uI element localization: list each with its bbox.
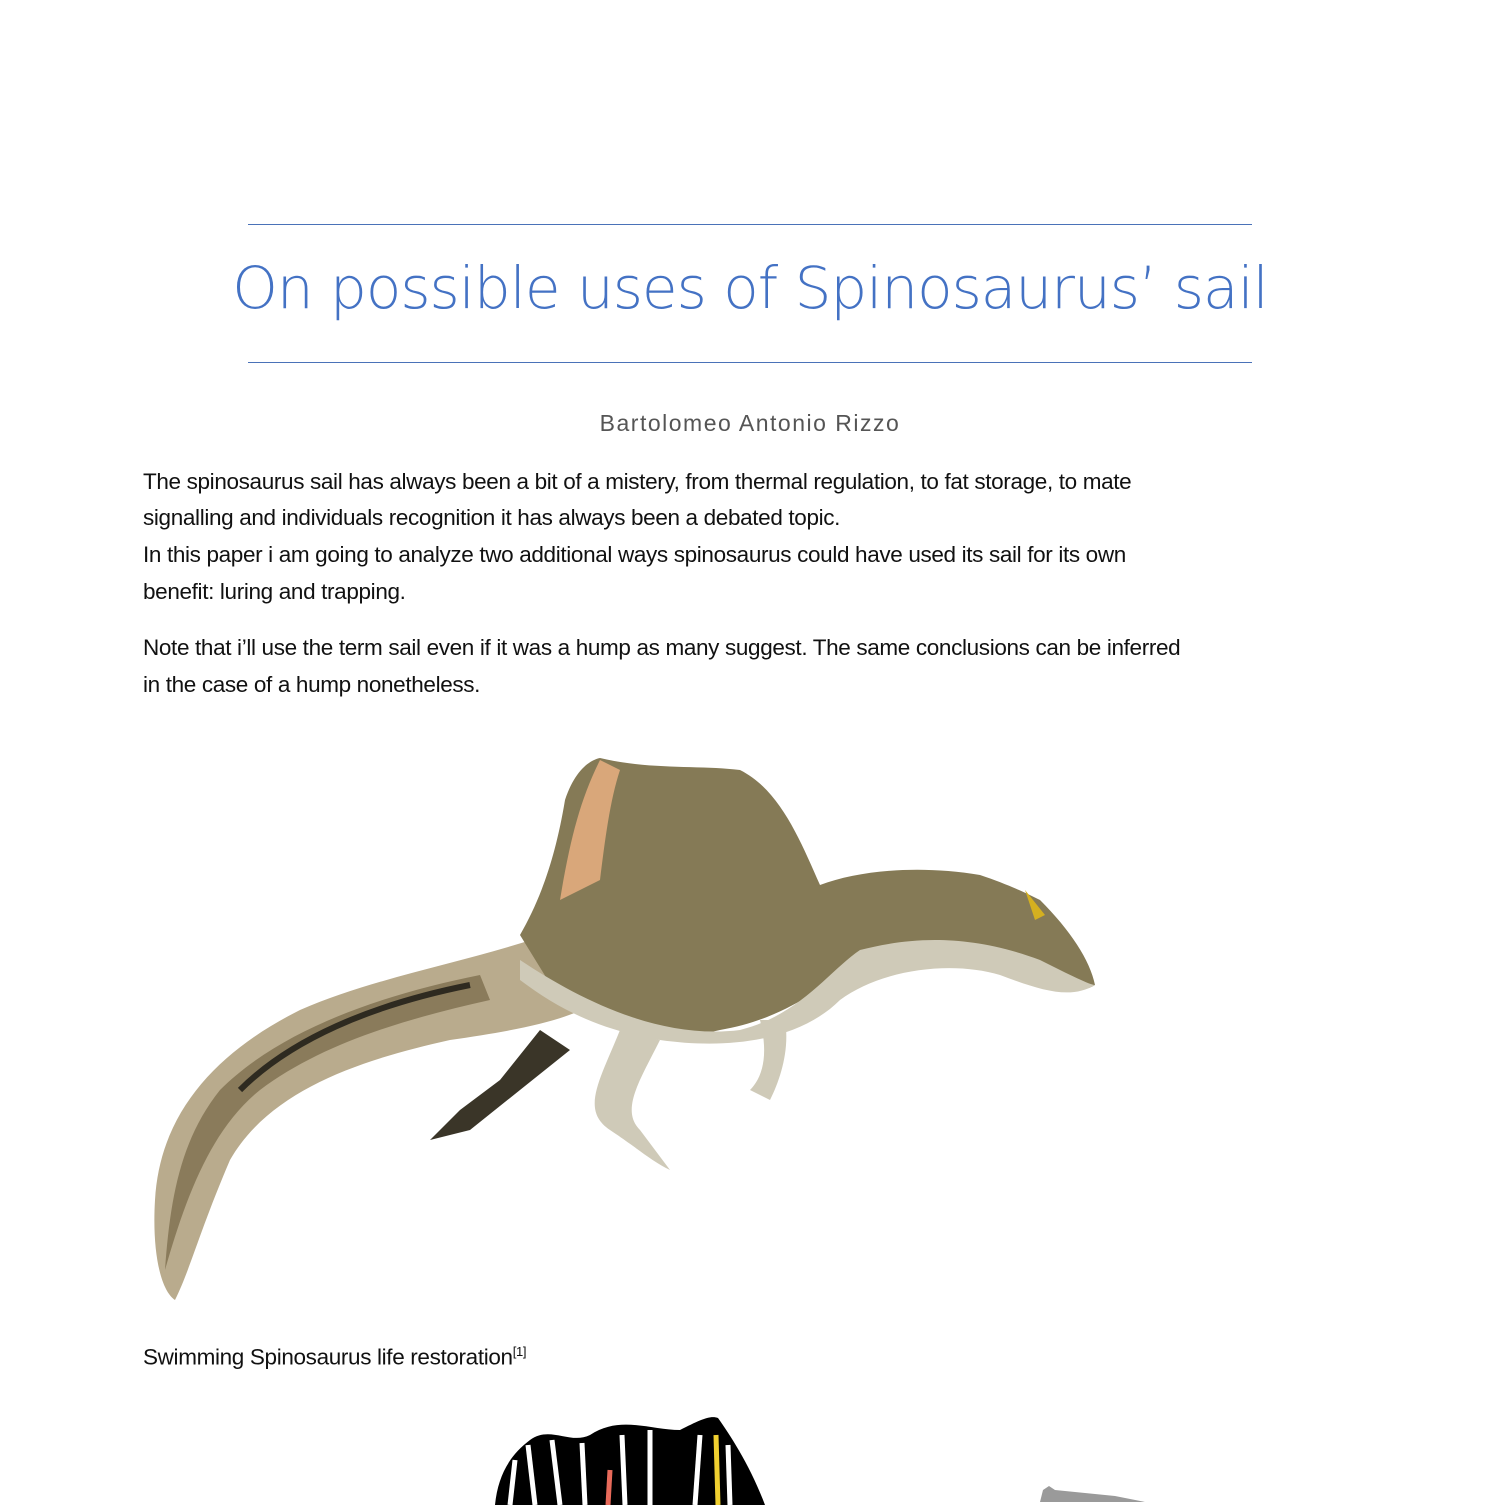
author-name: Bartolomeo Antonio Rizzo	[599, 410, 901, 436]
gray-silhouette-illustration	[1035, 1482, 1155, 1502]
paragraph-1-line-1: The spinosaurus sail has always been a bit of a mistery, from thermal regulation, to fat storage, to mate	[143, 469, 1132, 494]
figure-1-caption	[143, 1344, 526, 1371]
paragraph-1-line-4: benefit: luring and trapping.	[143, 579, 406, 604]
paragraph-1-line-2: signalling and individuals recognition it has always been a debated topic.	[143, 505, 841, 530]
figure-1-caption-text: Swimming Spinosaurus life restoration	[143, 1344, 513, 1370]
document-title: On possible uses of Spinosaurus’ sail	[232, 254, 1268, 322]
paragraph-1-line-3: In this paper i am going to analyze two additional ways spinosaurus could have used its sail for its own	[143, 542, 1126, 567]
striped-spinosaurus-illustration	[490, 1415, 810, 1505]
figure-1-reference[interactable]: [1]	[512, 1344, 527, 1359]
paragraph-2-line-2: in the case of a hump nonetheless.	[143, 672, 481, 697]
paragraph-2-line-1: Note that i’ll use the term sail even if it was a hump as many suggest. The same conclusions can be inferred	[143, 635, 1181, 660]
